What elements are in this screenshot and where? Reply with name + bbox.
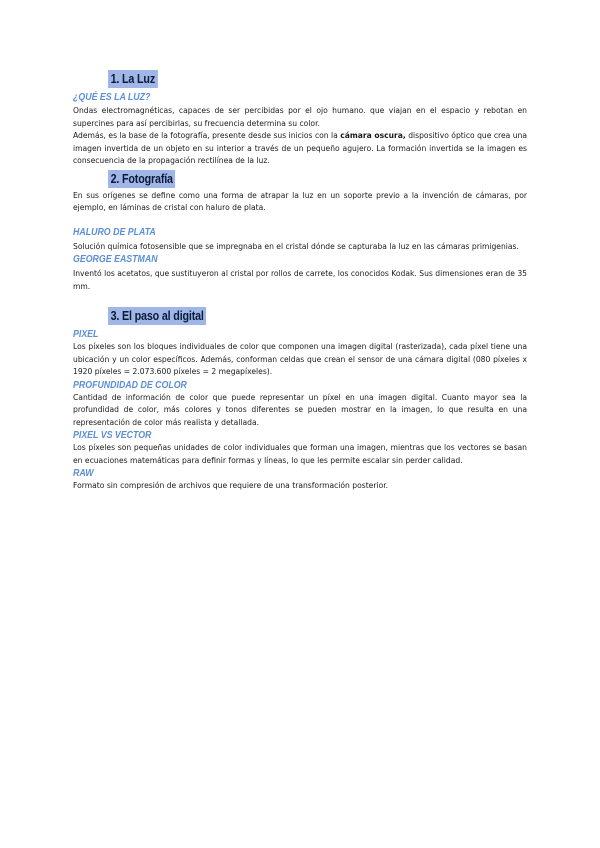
- subheading-que-es-la-luz: ¿QUÉ ES LA LUZ?: [73, 92, 151, 103]
- paragraph-haluro: Solución química fotosensible que se impregnaba en el cristal dónde se capturaba la luz en las cámaras primigenias.: [73, 241, 519, 251]
- heading-fotografia: 2. Fotografía: [108, 170, 175, 188]
- subheading-pixel: PIXEL: [73, 329, 99, 340]
- section-fotografia: [73, 168, 527, 294]
- paragraph-base-fotografia: [73, 130, 527, 168]
- text-camara-oscura: cámara oscura,: [340, 131, 406, 140]
- heading-la-luz: 1. La Luz: [108, 70, 158, 88]
- subheading-george-eastman: GEORGE EASTMAN: [73, 254, 158, 265]
- subheading-profundidad-de-color: PROFUNDIDAD DE COLOR: [73, 379, 187, 391]
- paragraph-profundidad: Cantidad de información de color que puede representar un píxel en una imagen digital. Cuanto mayor sea la profundidad de color, más colores y tonos diferentes se pueden mostrar en la imagen, lo que resulta en una representación de color más realista y detallada.: [73, 392, 527, 427]
- paragraph-pixeles: Los píxeles son los bloques individuales de color que componen una imagen digital (rasterizada), cada píxel tiene una ubicación y un color específicos. Además, conforman celdas que crean el sensor de una cámara digital (080 píxeles x 1920 píxeles = 2.073.600 píxeles = 2 megapíxeles).: [73, 342, 527, 376]
- document-content: [73, 68, 527, 493]
- subheading-pixel-vs-vector: PIXEL VS VECTOR: [73, 430, 152, 441]
- paragraph-raw: Formato sin compresión de archivos que requiere de una transformación posterior.: [73, 481, 389, 490]
- subheading-haluro-de-plata: HALURO DE PLATA: [73, 226, 156, 238]
- paragraph-origenes: En sus orígenes se define como una forma de atrapar la luz en un soporte previo a la invención de cámaras, por ejemplo, en láminas de cristal con haluro de plata.: [73, 190, 527, 212]
- spacer: [73, 215, 527, 226]
- paragraph-eastman: Inventó los acetatos, que sustituyeron al cristal por rollos de carrete, los conocidos Kodak. Sus dimensiones eran de 35 mm.: [73, 269, 527, 291]
- text-before-bold: Además, es la base de la fotografía, presente desde sus inicios con la: [73, 131, 341, 140]
- section-luz: [73, 68, 527, 168]
- text-after-bold: dispositivo óptico que crea una imagen invertida de un objeto en su interior a través de un pequeño agujero. La formación invertida se la imagen es consecuencia de la propagación rectilínea de la luz.: [73, 131, 527, 165]
- heading-paso-al-digital: 3. El paso al digital: [108, 307, 206, 325]
- paragraph-ondas: Ondas electromagnéticas, capaces de ser percibidas por el ojo humano. que viajan en el espacio y rebotan en supercines para así percibirlas, su frecuencia determina su color.: [73, 106, 527, 128]
- paragraph-pixel-vector: Los píxeles son pequeñas unidades de color individuales que forman una imagen, mientras que los vectores se basan en ecuaciones matemáticas para definir formas y líneas, lo que les permite escalar sin perder calidad.: [73, 443, 527, 465]
- section-digital: [73, 305, 527, 493]
- subheading-raw: RAW: [73, 468, 94, 479]
